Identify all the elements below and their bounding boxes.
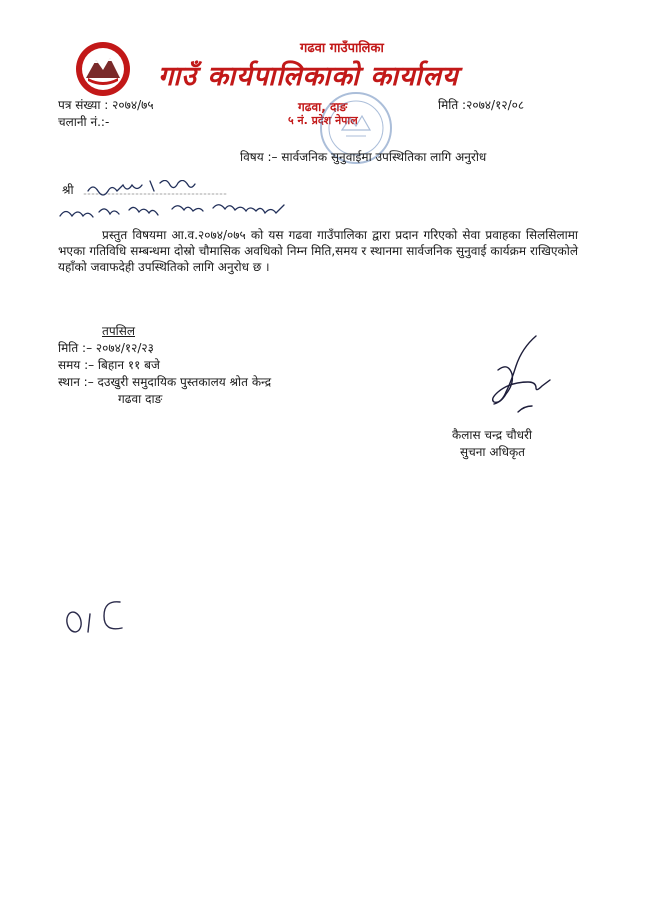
office-province: ५ नं. प्रदेश नेपाल xyxy=(288,114,358,127)
dispatch-number: चलानी नं.:- xyxy=(58,115,110,129)
office-address: गढवा, दाङ xyxy=(298,100,348,114)
letter-body: प्रस्तुत विषयमा आ.व.२०७४/०७५ को यस गढवा गाउँपालिका द्वारा प्रदान गरिएको सेवा प्रवाहका सिलसिलामा भएका गतिविधि सम्बन्धमा दोस्रो चौमासिक अवधिको निम्न मिति,समय र स्थानमा सार्वजनिक सुनुवाई कार्यक्रम राखिएकोले यहाँको जवाफदेही उपस्थितिको लागि अनुरोध छ । xyxy=(58,228,578,274)
salutation: श्री xyxy=(62,183,74,197)
annex-venue-line-2: गढवा दाङ xyxy=(118,392,163,406)
signatory-title: सुचना अधिकृत xyxy=(460,445,526,459)
office-name: गढवा गाउँपालिका xyxy=(300,41,384,56)
signatory-name: कैलास चन्द्र चौधरी xyxy=(452,428,533,442)
annex-time: समय :– बिहान ११ बजे xyxy=(58,358,160,372)
letter-date: मिति :२०७४/१२/०८ xyxy=(438,98,525,112)
nepal-emblem-icon xyxy=(74,40,132,98)
annex-date: मिति :– २०७४/१२/२३ xyxy=(58,341,154,355)
annex-heading: तपसिल xyxy=(102,324,136,338)
subject-line: विषय :– सार्वजनिक सुनुवाईमा उपस्थितिका लागि अनुरोध xyxy=(240,150,487,164)
annex-venue: स्थान :– दउखुरी समुदायिक पुस्तकालय श्रोत केन्द्र xyxy=(58,375,272,389)
signature-icon xyxy=(478,330,558,418)
office-title: गाउँ कार्यपालिकाको कार्यालय xyxy=(158,61,459,92)
reference-number: पत्र संख्या : २०७४/७५ xyxy=(58,98,154,112)
handwritten-margin-note xyxy=(62,592,132,638)
handwritten-addressee xyxy=(58,180,458,225)
